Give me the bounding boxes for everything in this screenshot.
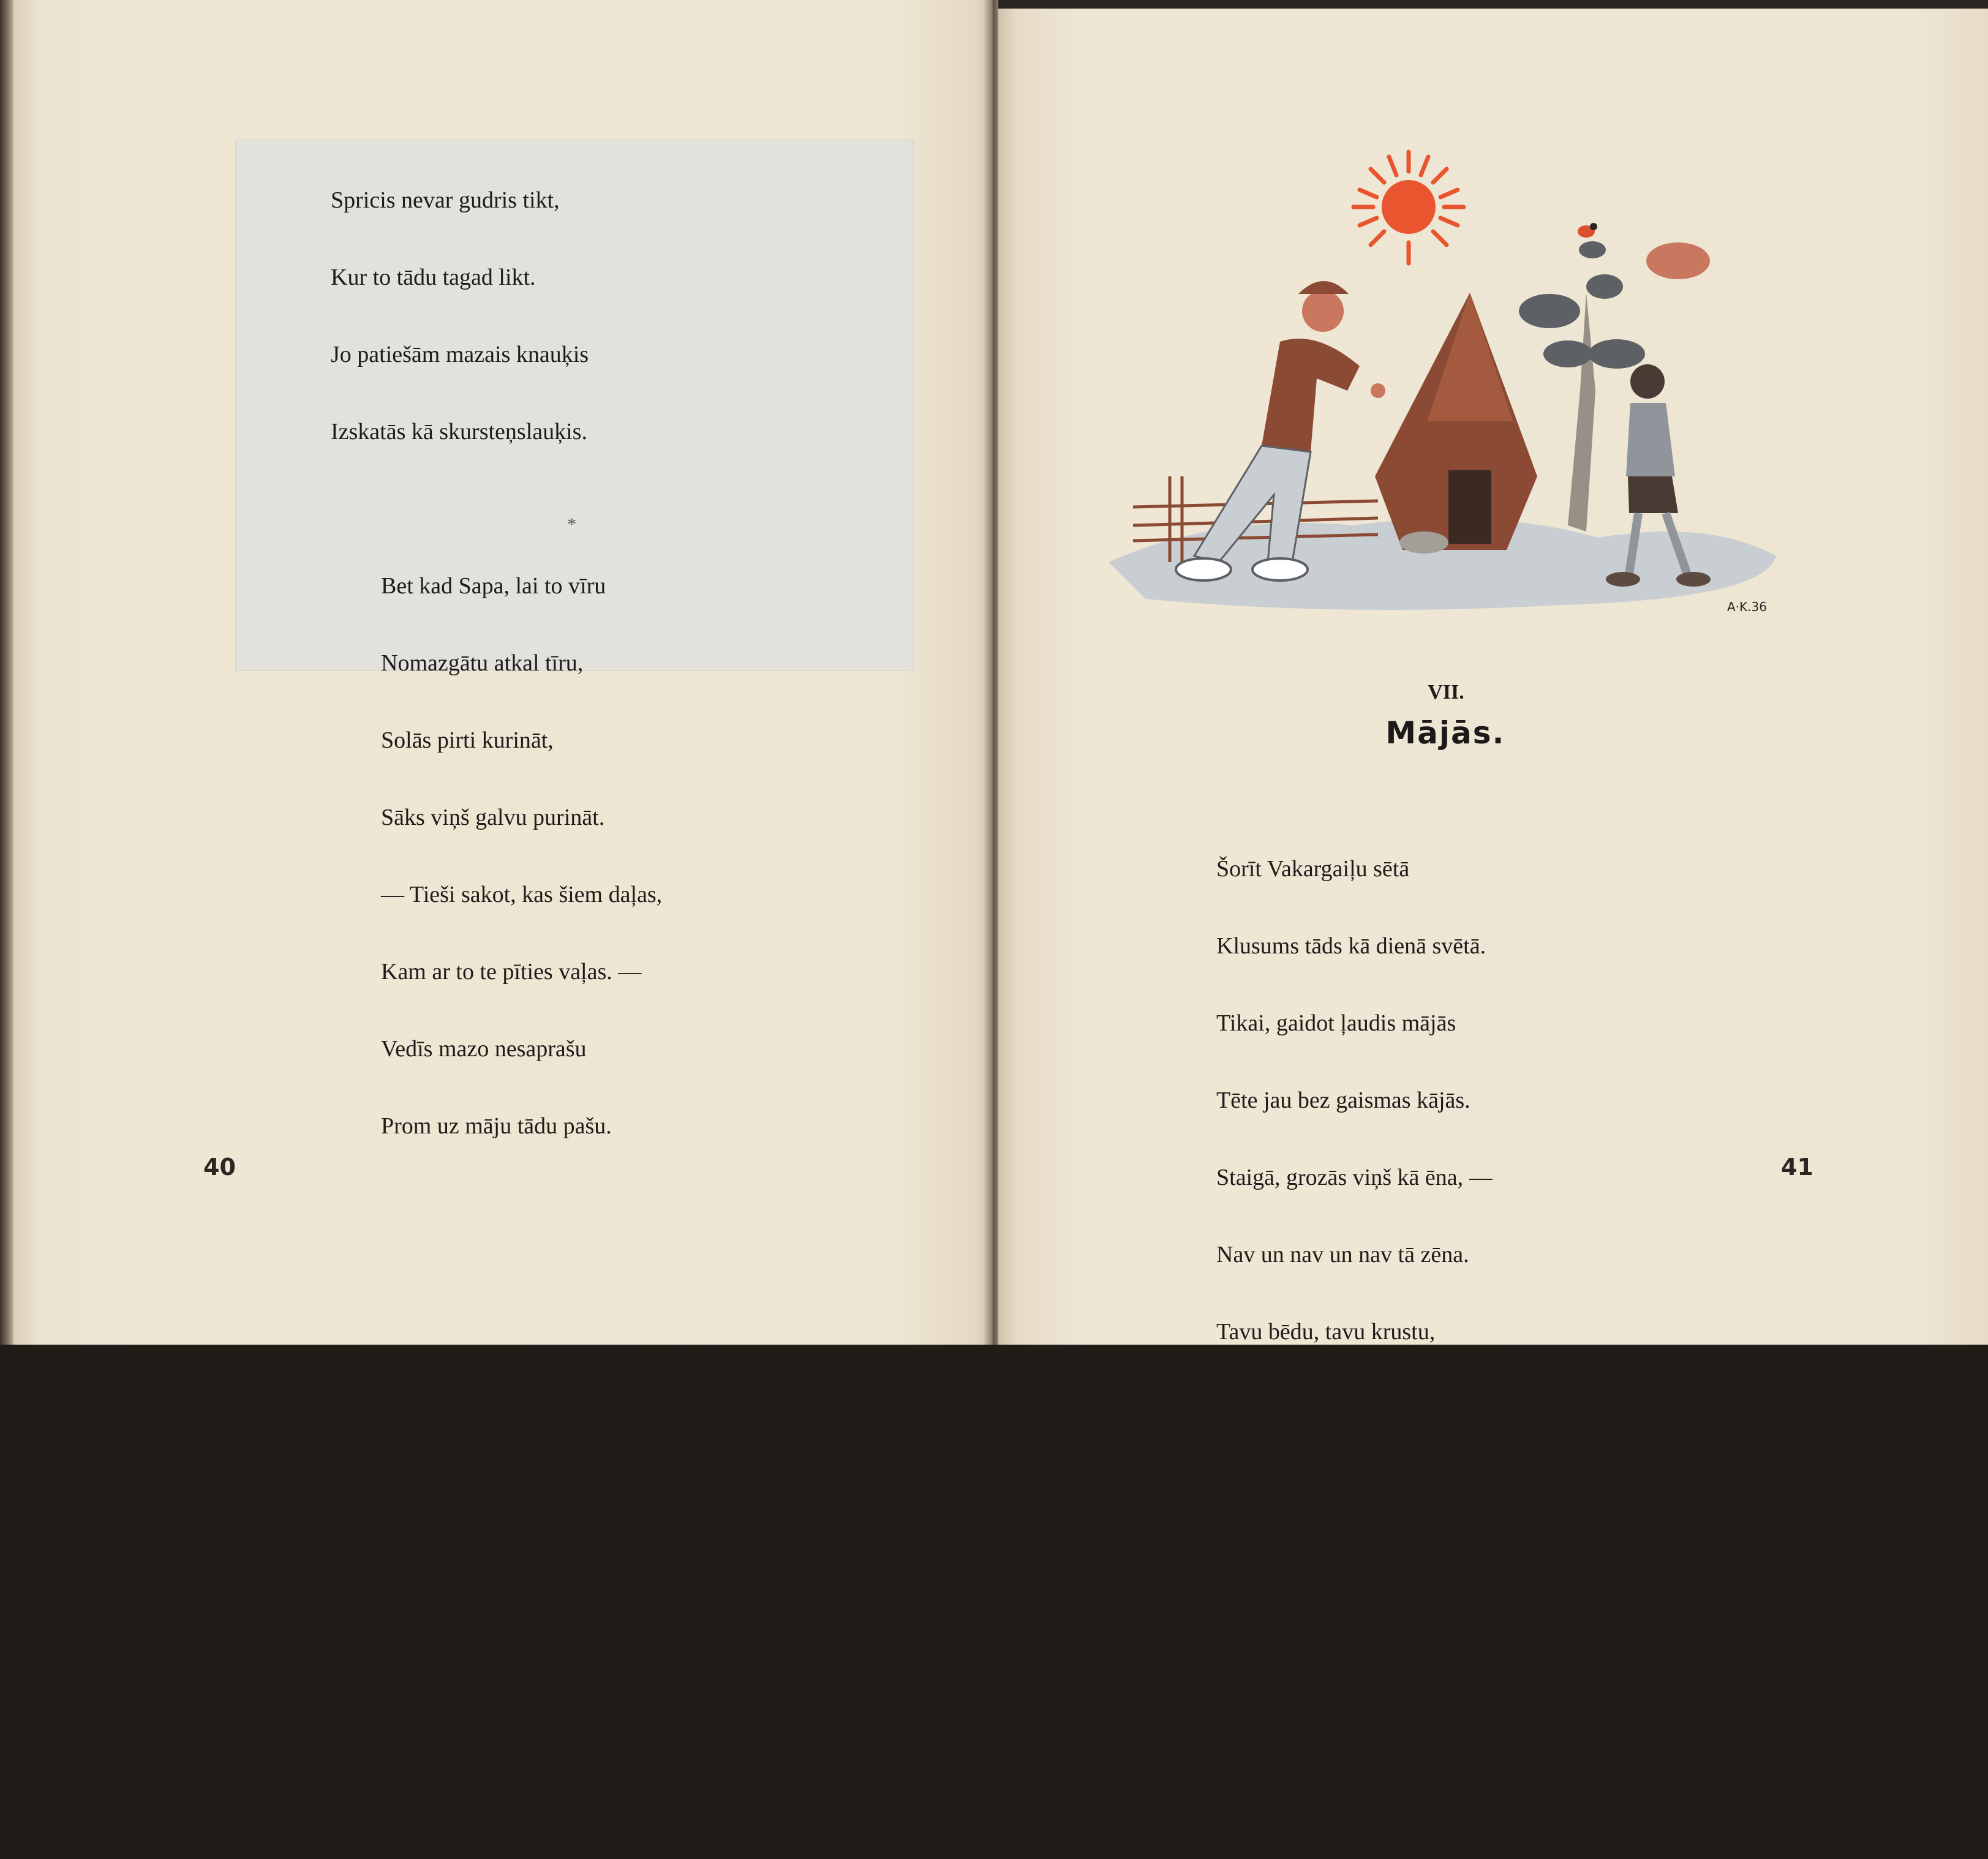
poem-line: Tavu bēdu, tavu krustu, xyxy=(1216,1319,1436,1345)
poem-line: Spricis nevar gudris tikt, xyxy=(331,187,560,213)
poem-line: Staigā, grozās viņš kā ēna, — xyxy=(1216,1165,1493,1190)
poem-line: Ko tad tēvam, mātei sacīs, xyxy=(1216,1473,1462,1499)
bird-icon xyxy=(1578,223,1597,238)
left-page xyxy=(13,0,992,1345)
poem-line: Kā tad rādīsies tiem acīs? xyxy=(1216,1550,1455,1576)
cloud-icon xyxy=(1646,242,1710,279)
poem-line: Šorīt Vakargaiļu sētā xyxy=(1216,856,1410,882)
poem-line: Izklīst bēdu padebeši: xyxy=(1271,1782,1475,1808)
poem-line: Klusums tāds kā dienā svētā. xyxy=(1216,933,1486,959)
poem-line: Kur to tādu tagad likt. xyxy=(331,265,536,290)
page-number-left: 40 xyxy=(203,1154,236,1181)
poem-line: Nav un nav un nav tā zēna. xyxy=(1216,1242,1469,1268)
poem-line: Tēte jau bez gaismas kājās. xyxy=(1216,1087,1470,1113)
sun-icon xyxy=(1354,152,1464,263)
illustration-signature: A·K.36 xyxy=(1727,599,1767,614)
poem-line: Tikai, gaidot ļaudis mājās xyxy=(1216,1010,1456,1036)
poem-line: Prom uz māju tādu pašu. xyxy=(381,1113,612,1139)
poem-line: Sāks viņš galvu purināt. xyxy=(381,805,605,830)
poem-line: Jo patiešām mazais knauķis xyxy=(331,342,589,367)
hut-shape xyxy=(1375,293,1537,554)
poem-line: Vedīs mazo nesaprašu xyxy=(381,1036,587,1062)
village-illustration xyxy=(1096,133,1782,631)
poem-line: Ka nu tikai nepazustu! xyxy=(1216,1396,1426,1422)
chapter-number: VII. xyxy=(1428,681,1464,704)
poem-line: Solās pirti kurināt, xyxy=(381,727,554,753)
poem-line: Kam ar to te pīties vaļas. — xyxy=(381,959,642,985)
right-poem xyxy=(1216,805,1529,1859)
book-left-edge xyxy=(0,0,15,1345)
tree-shape xyxy=(1519,241,1645,531)
left-poem xyxy=(331,136,662,1190)
poem-line: — Tieši sakot, kas šiem daļas, xyxy=(381,882,663,907)
poem-line: Bet kad Sapa, lai to vīru xyxy=(381,573,606,599)
poem-line: Izskatās kā skursteņslauķis. xyxy=(331,419,587,445)
poem-line: Bet kad pulkstens rāda seši, xyxy=(1271,1705,1530,1730)
chapter-title: Mājās. xyxy=(1385,715,1505,751)
poem-line: Nomazgātu atkal tīru, xyxy=(381,650,584,676)
section-separator: * xyxy=(567,514,576,535)
page-number-right: 41 xyxy=(1781,1154,1813,1181)
